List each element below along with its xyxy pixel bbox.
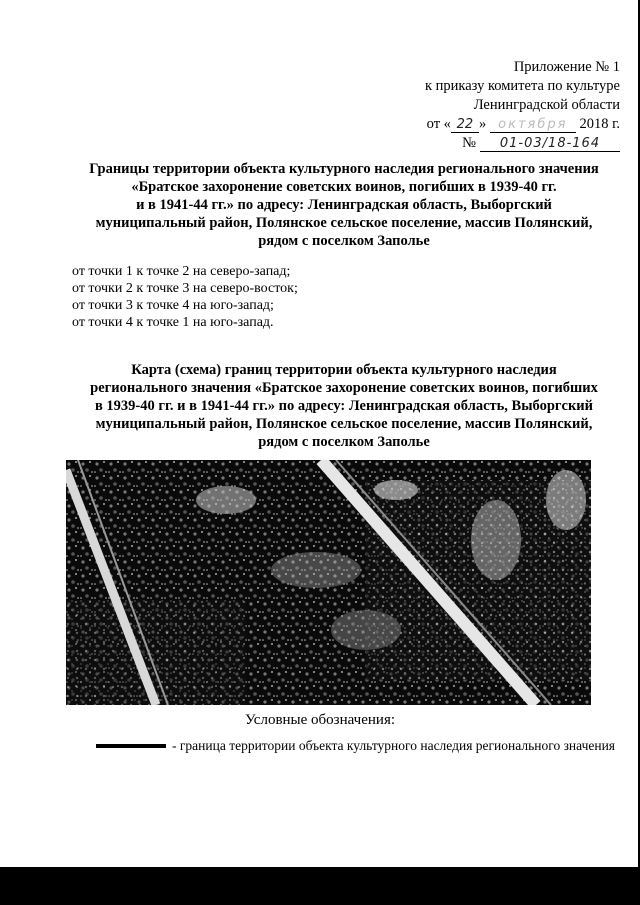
appendix-line-1: Приложение № 1 [513,59,620,75]
date-mid: » [478,116,487,132]
date-year: 2018 г. [579,116,620,132]
heading-map-line: муниципальный район, Полянское сельское поселение, массив Полянский, [95,416,593,432]
heading-borders-line: муниципальный район, Полянское сельское поселение, массив Полянский, [95,215,593,231]
heading-map [70,361,618,451]
number-prefix: № [462,135,476,151]
appendix-block [360,58,620,153]
heading-map-line: регионального значения «Братское захоронение советских воинов, погибших [90,380,598,396]
heading-borders-line: «Братское захоронение советских воинов, погибших в 1939-40 гг. [131,179,557,195]
date-day: 22 [451,117,479,133]
direction-item: от точки 2 к точке 3 на северо-восток; [72,281,298,296]
heading-borders-line: и в 1941-44 гг.» по адресу: Ленинградская область, Выборгский [136,197,552,213]
number-value: 01-03/18-164 [480,136,620,152]
legend-title: Условные обозначения: [244,712,396,728]
boundary-line-symbol [96,744,166,748]
aerial-photo [66,460,591,705]
heading-borders-line: Границы территории объекта культурного наследия регионального значения [89,161,599,177]
legend-item [96,738,615,754]
date-month: октября [490,117,576,133]
appendix-line-3: Ленинградской области [473,97,620,113]
aerial-photo-map [66,460,591,705]
direction-item: от точки 4 к точке 1 на юго-запад. [72,315,274,330]
direction-item: от точки 3 к точке 4 на юго-запад; [72,298,274,313]
heading-map-line: Карта (схема) границ территории объекта культурного наследия [131,362,557,378]
boundary-directions [72,263,298,331]
direction-item: от точки 1 к точке 2 на северо-запад; [72,264,291,279]
appendix-line-2: к приказу комитета по культуре [424,78,620,94]
date-prefix: от « [426,116,451,132]
appendix-number [360,134,620,153]
heading-map-line: рядом с поселком Заполье [258,434,430,450]
heading-map-line: в 1939-40 гг. и в 1941-44 гг.» по адресу: Ленинградская область, Выборгский [94,398,594,414]
heading-borders-line: рядом с поселком Заполье [258,233,430,249]
scan-bottom-band [0,867,640,905]
heading-borders [70,160,618,250]
legend-item-label: - граница территории объекта культурного наследия регионального значения [172,738,616,753]
appendix-date [360,115,620,134]
